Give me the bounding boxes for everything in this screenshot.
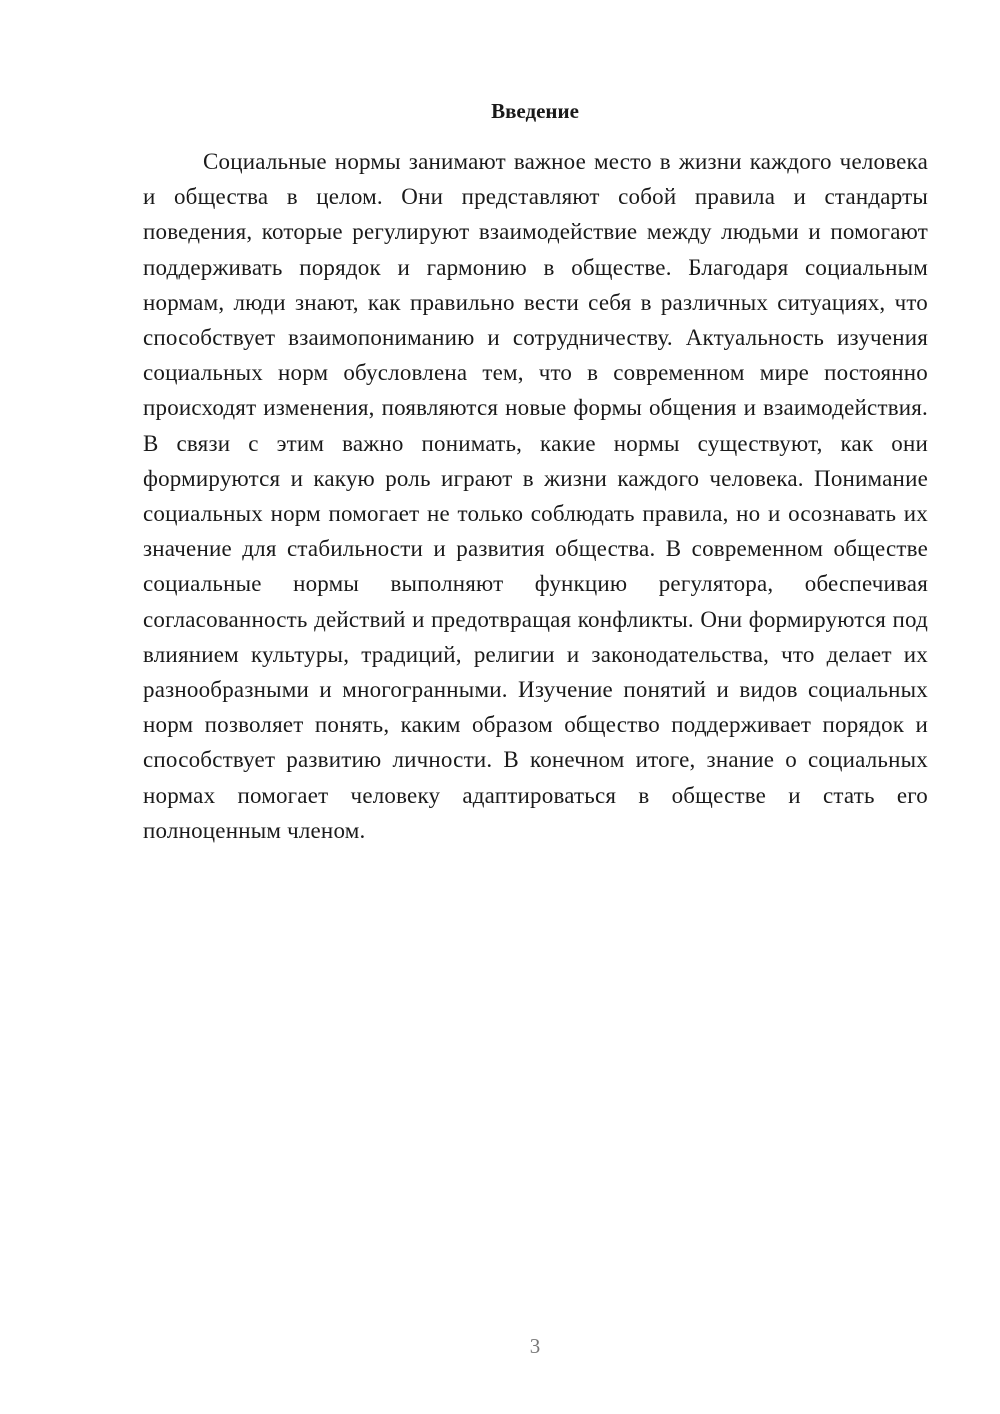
body-paragraph: Социальные нормы занимают важное место в жизни каждого человека и общества в целом. Они представляют собой правила и стандарты поведения, которые регулируют взаимодействие между людьми и помогают поддерживать порядок и гармонию в обществе. Благодаря социальным нормам, люди знают, как правильно вести себя в различных ситуациях, что способствует взаимопониманию и сотрудничеству. Актуальность изучения социальных норм обусловлена тем, что в современном мире постоянно происходят изменения, появляются новые формы общения и взаимодействия. В связи с этим важно понимать, какие нормы существуют, как они формируются и какую роль играют в жизни каждого человека. Понимание социальных норм помогает не только соблюдать правила, но и осознавать их значение для стабильности и развития общества. В современном обществе социальные нормы выполняют функцию регулятора, обеспечивая согласованность действий и предотвращая конфликты. Они формируются под влиянием культуры, традиций, религии и законодательства, что делает их разнообразными и многогранными. Изучение понятий и видов социальных норм позволяет понять, каким образом общество поддерживает порядок и способствует развитию личности. В конечном итоге, знание о социальных нормах помогает человеку адаптироваться в обществе и стать его полноценным членом.	[143, 149, 928, 843]
section-heading: Введение	[491, 99, 579, 123]
page-number: 3	[529, 1334, 541, 1358]
